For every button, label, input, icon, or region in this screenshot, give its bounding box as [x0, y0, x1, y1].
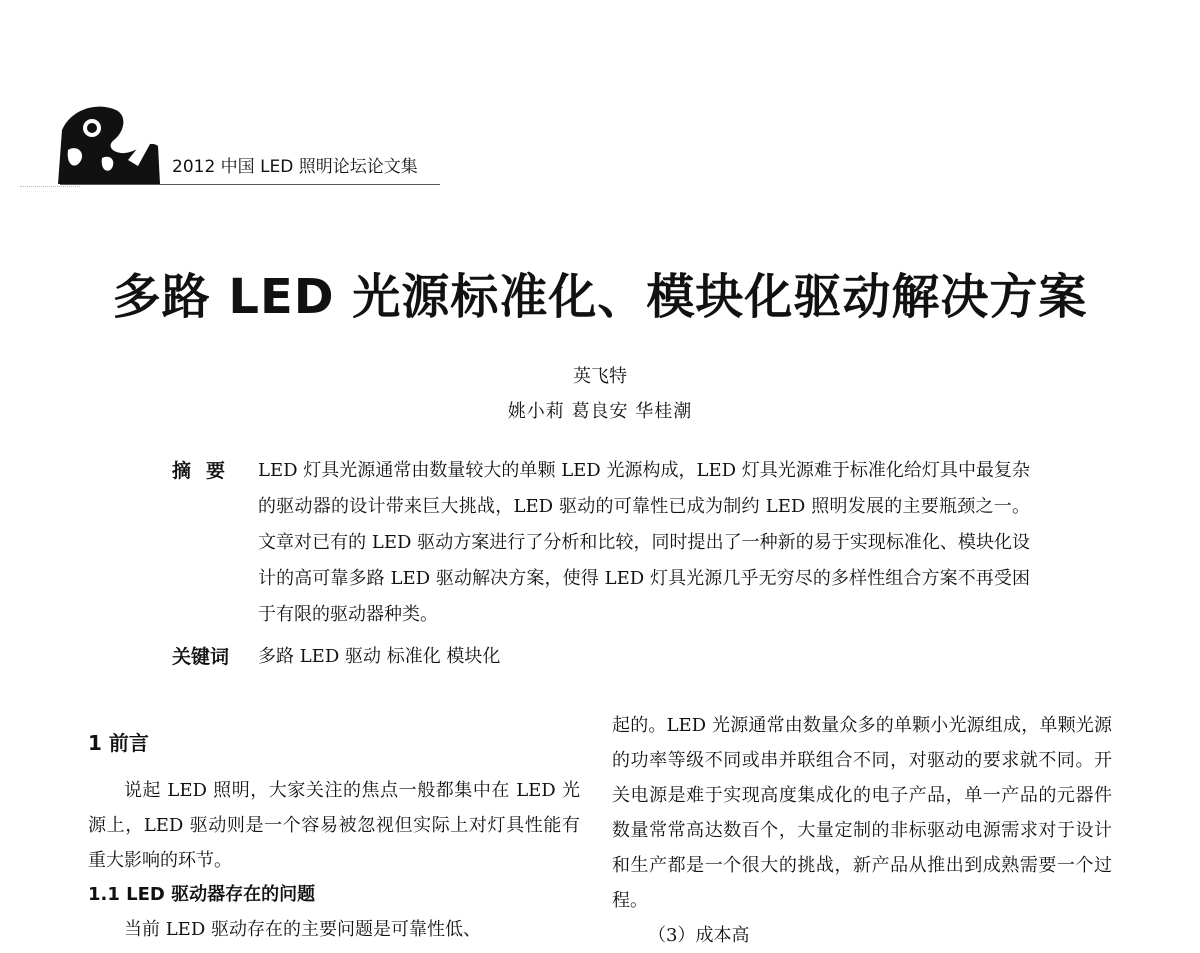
introduction-paragraph: 说起 LED 照明，大家关注的焦点一般都集中在 LED 光源上，LED 驱动则是一个容易被忽视但实际上对灯具性能有重大影响的环节。 [88, 780, 580, 871]
affiliation: 英飞特 [573, 366, 627, 387]
paper-title: 多路 LED 光源标准化、模块化驱动解决方案 [112, 269, 1088, 325]
abstract-text: LED 灯具光源通常由数量较大的单颗 LED 光源构成，LED 灯具光源难于标准化给灯具中最复杂的驱动器的设计带来巨大挑战，LED 驱动的可靠性已成为制约 LED 照明发展的主要瓶颈之一。文章对已有的 LED 驱动方案进行了分析和比较，同时提出了一种新的易于实现标准化、模块化设计的高可靠多路 LED 驱动解决方案，使得 LED 灯具光源几乎无穷尽的多样性组合方案不再受困于有限的驱动器种类。 [258, 460, 1030, 625]
abstract-label: 摘要 [172, 460, 241, 482]
logo-image [58, 100, 162, 184]
section-heading-introduction: 1 前言 [88, 731, 149, 755]
keywords-label: 关键词 [172, 646, 230, 668]
subsection-heading-driver-problems: 1.1 LED 驱动器存在的问题 [88, 884, 316, 905]
keywords-text: 多路 LED 驱动 标准化 模块化 [258, 646, 501, 667]
header-rule-dots [20, 186, 80, 188]
right-column [612, 708, 1112, 953]
header-rule [60, 184, 440, 185]
driver-problems-paragraph: 当前 LED 驱动存在的主要问题是可靠性低、 [124, 919, 481, 940]
list-item-cost: （3）成本高 [648, 925, 750, 946]
authors: 姚小莉 葛良安 华桂潮 [507, 401, 693, 422]
spacer [88, 761, 580, 773]
right-column-paragraph: 起的。LED 光源通常由数量众多的单颗小光源组成，单颗光源的功率等级不同或串并联组合不同，对驱动的要求就不同。开关电源是难于实现高度集成化的电子产品，单一产品的元器件数量常常高达数百个，大量定制的非标驱动电源需求对于设计和生产都是一个很大的挑战，新产品从推出到成熟需要一个过程。 [612, 715, 1112, 911]
running-title: 2012 中国 LED 照明论坛论文集 [172, 157, 418, 177]
left-column [88, 727, 580, 947]
